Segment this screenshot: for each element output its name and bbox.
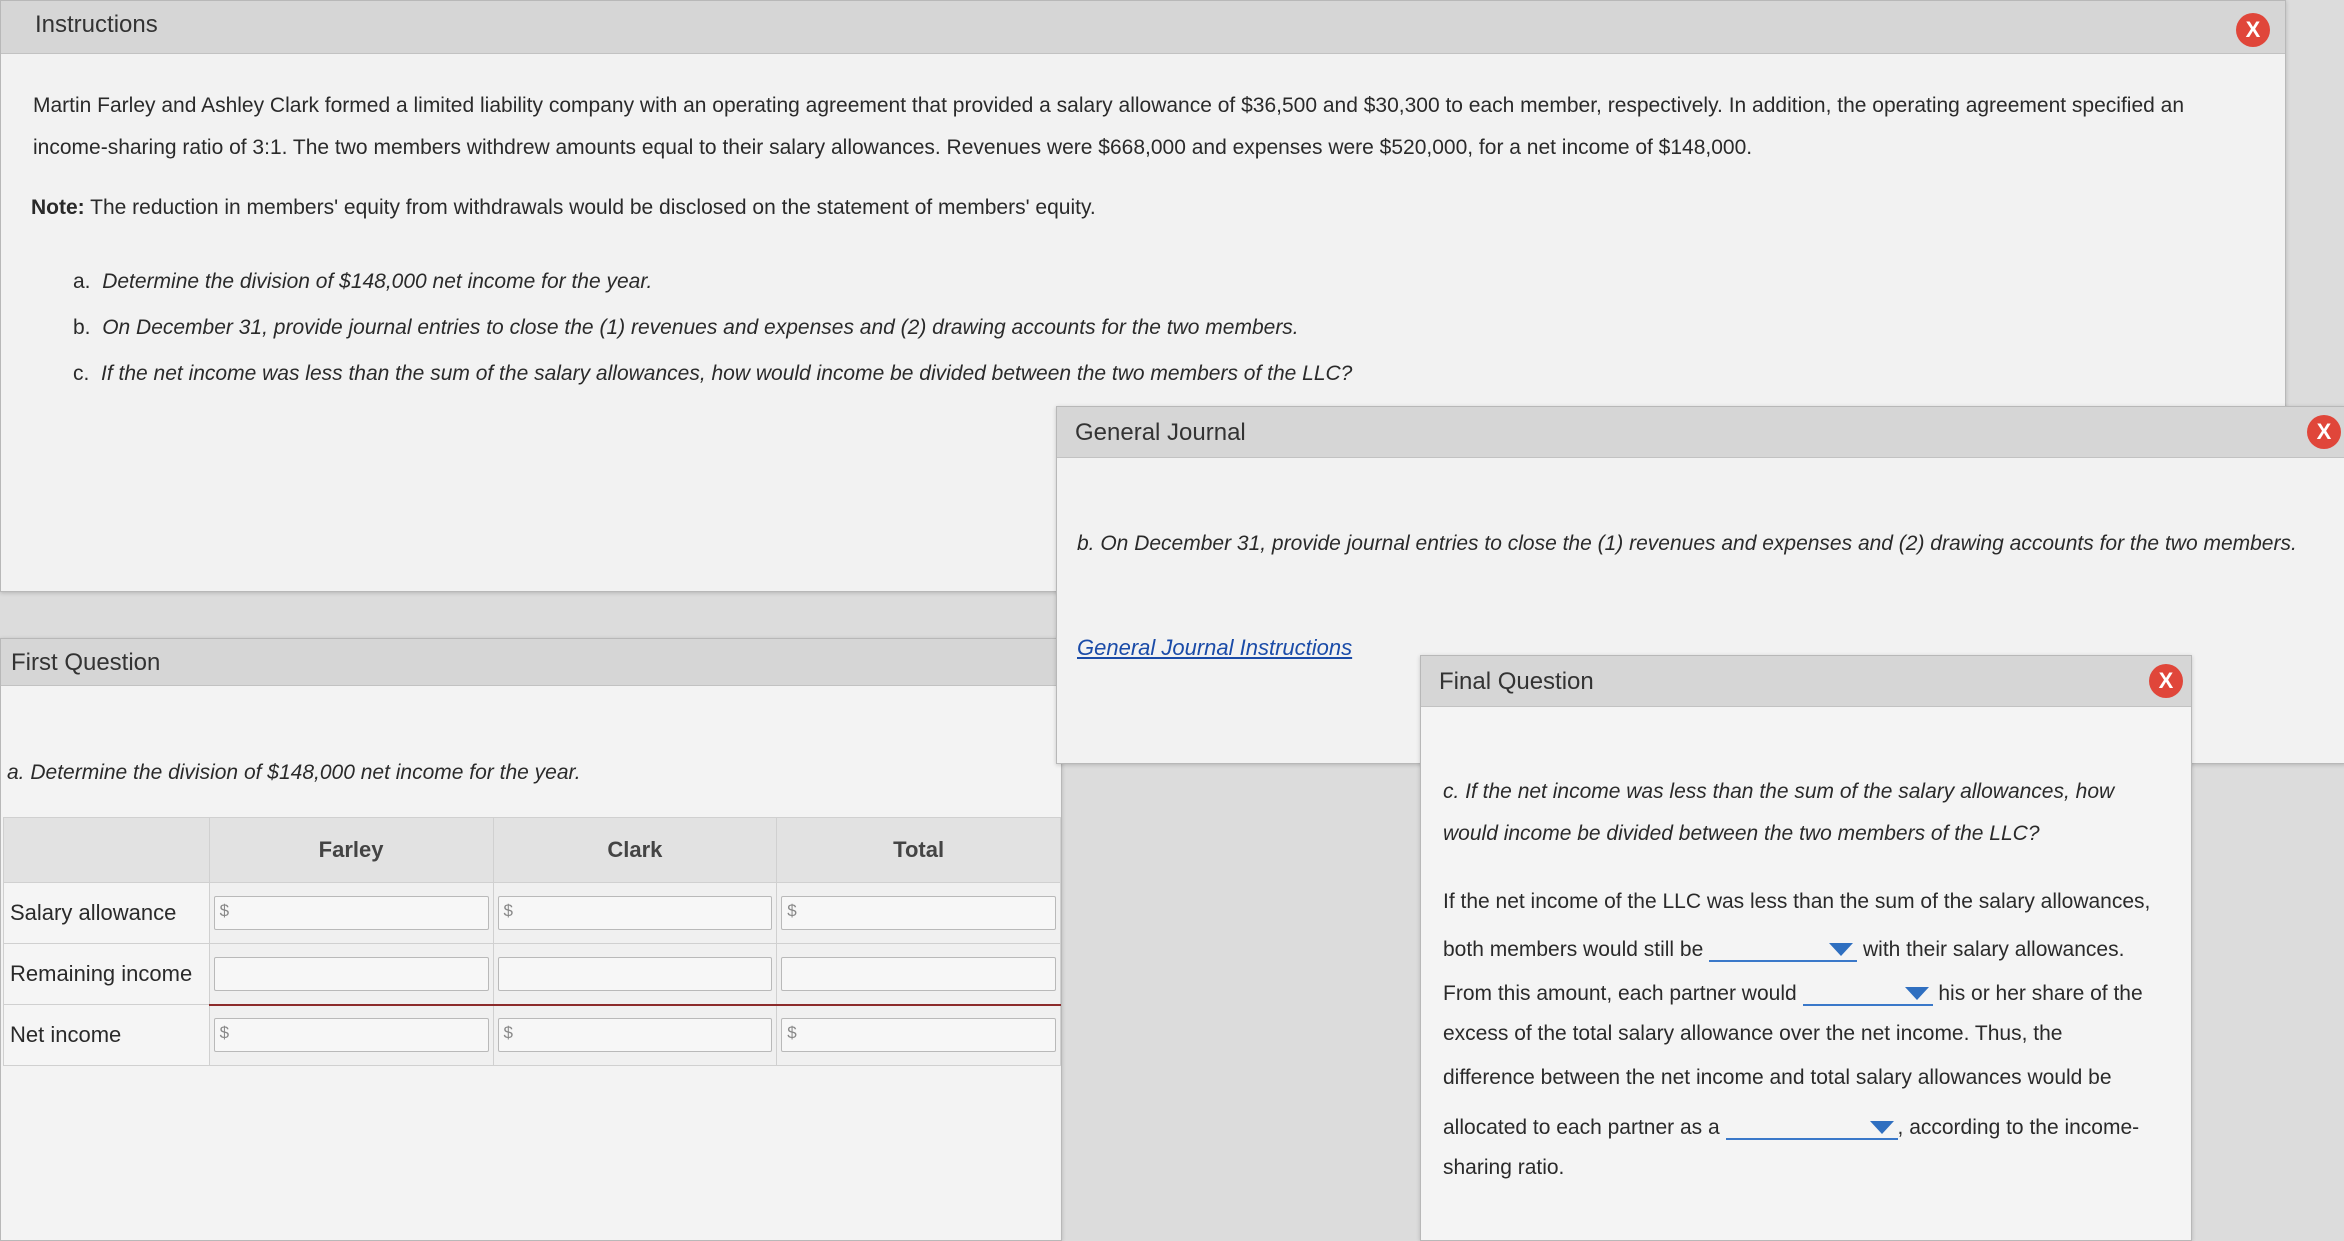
header-total: Total xyxy=(777,818,1061,883)
net-clark-input[interactable]: $ xyxy=(498,1018,773,1052)
row-label-net-income: Net income xyxy=(4,1005,210,1066)
general-journal-close-icon[interactable]: X xyxy=(2307,415,2341,449)
item-text: If the net income was less than the sum of the salary allowances, how would income be divided between the two members of the LLC? xyxy=(101,362,1353,385)
final-answer-line2: both members would still be with their salary allowances. xyxy=(1443,934,2124,962)
instructions-close-icon[interactable]: X xyxy=(2236,13,2270,47)
table-row xyxy=(4,1005,1061,1066)
item-marker: a. xyxy=(73,270,91,293)
final-question-titlebar xyxy=(1421,656,2191,707)
remaining-clark-input[interactable] xyxy=(498,957,773,991)
income-division-table xyxy=(3,817,1061,1066)
final-answer-line1: If the net income of the LLC was less than the sum of the salary allowances, xyxy=(1443,890,2151,913)
final-answer-line5: difference between the net income and total salary allowances would be xyxy=(1443,1066,2112,1089)
note xyxy=(31,189,1096,227)
instruction-item-c xyxy=(73,355,1352,393)
final-answer-line4: excess of the total salary allowance over the net income. Thus, the xyxy=(1443,1022,2063,1045)
instruction-item-a xyxy=(73,263,652,301)
final-question-title: Final Question xyxy=(1439,668,1594,695)
item-text: Determine the division of $148,000 net income for the year. xyxy=(102,270,653,293)
first-question-panel xyxy=(0,638,1062,1241)
problem-text-line2: income-sharing ratio of 3:1. The two members withdrew amounts equal to their salary allowances. Revenues were $668,000 and expenses were $520,000, for a net income of $148,000. xyxy=(33,136,1753,159)
remaining-farley-input[interactable] xyxy=(214,957,489,991)
chevron-down-icon xyxy=(1870,1121,1894,1134)
salary-total-input[interactable]: $ xyxy=(781,896,1056,930)
instructions-title: Instructions xyxy=(35,11,158,38)
general-journal-title: General Journal xyxy=(1075,419,1246,446)
item-text: On December 31, provide journal entries to close the (1) revenues and expenses and (2) drawing accounts for the two members. xyxy=(102,316,1299,339)
instruction-item-b xyxy=(73,309,1299,347)
dropdown-3[interactable] xyxy=(1726,1112,1898,1140)
note-label: Note: xyxy=(31,196,85,219)
note-text: The reduction in members' equity from withdrawals would be disclosed on the statement of members' equity. xyxy=(84,196,1096,219)
final-answer-line6: allocated to each partner as a , according to the income- xyxy=(1443,1112,2139,1140)
header-farley: Farley xyxy=(209,818,493,883)
salary-clark-input[interactable]: $ xyxy=(498,896,773,930)
general-journal-prompt: b. On December 31, provide journal entries to close the (1) revenues and expenses and (2) drawing accounts for the two members. xyxy=(1077,532,2297,555)
final-prompt-line1: c. If the net income was less than the sum of the salary allowances, how xyxy=(1443,780,2115,803)
header-blank xyxy=(4,818,210,883)
general-journal-instructions-link[interactable]: General Journal Instructions xyxy=(1077,635,1353,660)
final-prompt-line2: would income be divided between the two members of the LLC? xyxy=(1443,822,2040,845)
chevron-down-icon xyxy=(1905,987,1929,1000)
row-label-remaining-income: Remaining income xyxy=(4,944,210,1005)
net-total-input[interactable]: $ xyxy=(781,1018,1056,1052)
first-question-title: First Question xyxy=(11,649,161,676)
first-question-prompt: a. Determine the division of $148,000 net income for the year. xyxy=(7,761,581,784)
chevron-down-icon xyxy=(1829,943,1853,956)
remaining-total-input[interactable] xyxy=(781,957,1056,991)
final-question-panel xyxy=(1420,655,2192,1241)
instructions-titlebar xyxy=(1,1,2285,54)
final-question-close-icon[interactable]: X xyxy=(2149,664,2183,698)
first-question-titlebar xyxy=(1,639,1061,686)
final-answer-line3: From this amount, each partner would his or her share of the xyxy=(1443,978,2143,1006)
table-row xyxy=(4,944,1061,1005)
final-answer-line7: sharing ratio. xyxy=(1443,1156,1565,1179)
row-label-salary-allowance: Salary allowance xyxy=(4,883,210,944)
table-row xyxy=(4,883,1061,944)
salary-farley-input[interactable]: $ xyxy=(214,896,489,930)
item-marker: b. xyxy=(73,316,91,339)
dropdown-2[interactable] xyxy=(1803,978,1933,1006)
net-farley-input[interactable]: $ xyxy=(214,1018,489,1052)
general-journal-titlebar xyxy=(1057,407,2344,458)
item-marker: c. xyxy=(73,362,90,385)
header-clark: Clark xyxy=(493,818,777,883)
dropdown-1[interactable] xyxy=(1709,934,1857,962)
problem-text-line1: Martin Farley and Ashley Clark formed a limited liability company with an operating agreement that provided a salary allowance of $36,500 and $30,300 to each member, respectively. In addition, the operating agreement specified an xyxy=(33,94,2185,117)
